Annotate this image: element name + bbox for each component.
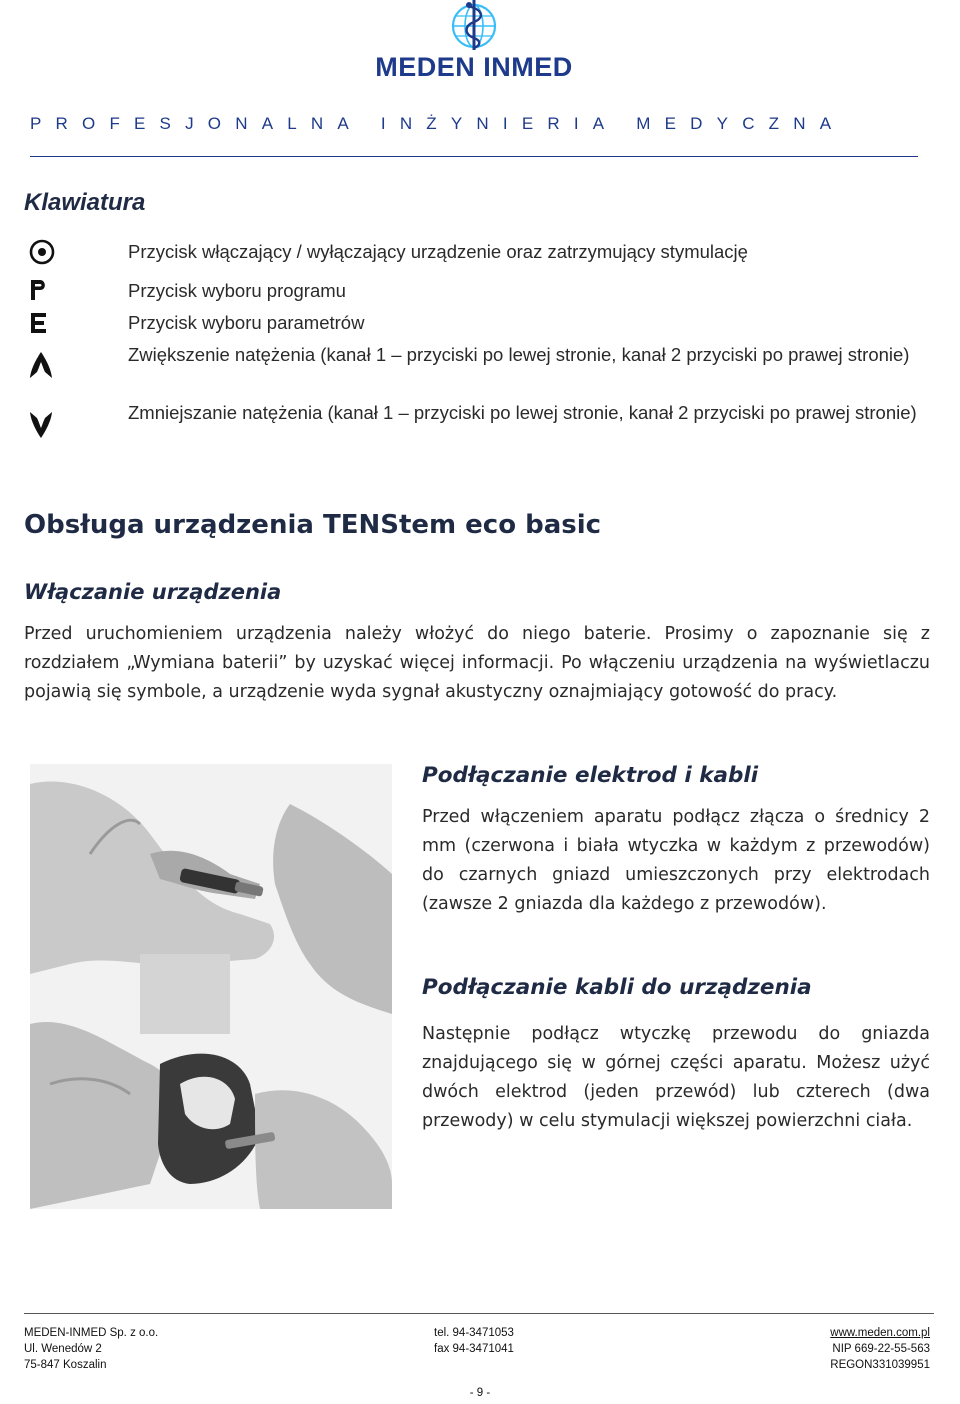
electrode-connection-photo xyxy=(30,764,392,1209)
footer-regon: REGON331039951 xyxy=(830,1359,930,1371)
keyboard-item-power: Przycisk włączający / wyłączający urządzenie oraz zatrzymujący stymulację xyxy=(128,241,748,262)
footer-fax: fax 94-3471041 xyxy=(434,1343,514,1355)
keyboard-item-program: Przycisk wyboru programu xyxy=(128,280,346,301)
letter-p-icon xyxy=(28,278,50,302)
cables-paragraph: Następnie podłącz wtyczkę przewodu do gniazda znajdującego się w górnej części aparatu. Możesz użyć dwóch elektrod (jeden przewód) lub czterech (dwa przewody) w celu stymulacji większej powierzchni ciała. xyxy=(422,1024,930,1131)
header-tagline: PROFESJONALNA INŻYNIERIA MEDYCZNA xyxy=(30,114,846,133)
keyboard-section-title: Klawiatura xyxy=(24,189,146,216)
power-button-icon xyxy=(28,238,56,266)
footer-street: Ul. Wenedów 2 xyxy=(24,1343,102,1355)
footer-tel: tel. 94-3471053 xyxy=(434,1327,514,1339)
operation-section-title: Obsługa urządzenia TENStem eco basic xyxy=(24,510,602,540)
footer-company: MEDEN-INMED Sp. z o.o. xyxy=(24,1327,159,1339)
footer-divider xyxy=(24,1313,934,1314)
footer-nip: NIP 669-22-55-563 xyxy=(832,1343,930,1355)
arrow-up-icon xyxy=(28,350,54,380)
electrodes-paragraph: Przed włączeniem aparatu podłącz złącza o średnicy 2 mm (czerwona i biała wtyczka w każdym z przewodów) do czarnych gniazd umieszczonych przy elektrodach (zawsze 2 gniazda dla każdego z przewodów). xyxy=(422,807,930,914)
header-divider xyxy=(30,156,918,157)
electrodes-title: Podłączanie elektrod i kabli xyxy=(422,763,759,788)
letter-e-icon xyxy=(28,311,50,335)
power-on-title: Włączanie urządzenia xyxy=(24,580,282,604)
page-number: - 9 - xyxy=(469,1387,491,1399)
power-on-paragraph: Przed uruchomieniem urządzenia należy włożyć do niego baterie. Prosimy o zapoznanie się z rozdziałem „Wymiana baterii” by uzyskać więcej informacji. Po włączeniu urządzenia na wyświetlaczu pojawią się symbole, a urządzenie wyda sygnał akustyczny oznajmiający gotowość do pracy. xyxy=(24,624,930,702)
footer-city: 75-847 Koszalin xyxy=(24,1359,107,1371)
cables-title: Podłączanie kabli do urządzenia xyxy=(422,975,812,1000)
arrow-down-icon xyxy=(28,410,54,440)
logo-text: MEDEN INMED xyxy=(375,52,573,82)
keyboard-item-decrease: Zmniejszanie natężenia (kanał 1 – przyciski po lewej stronie, kanał 2 przyciski po prawej stronie) xyxy=(128,402,917,423)
footer-website-link[interactable]: www.meden.com.pl xyxy=(830,1327,930,1339)
keyboard-item-increase: Zwiększenie natężenia (kanał 1 – przyciski po lewej stronie, kanał 2 przyciski po prawej stronie) xyxy=(128,344,910,365)
keyboard-item-parameters: Przycisk wyboru parametrów xyxy=(128,312,365,333)
